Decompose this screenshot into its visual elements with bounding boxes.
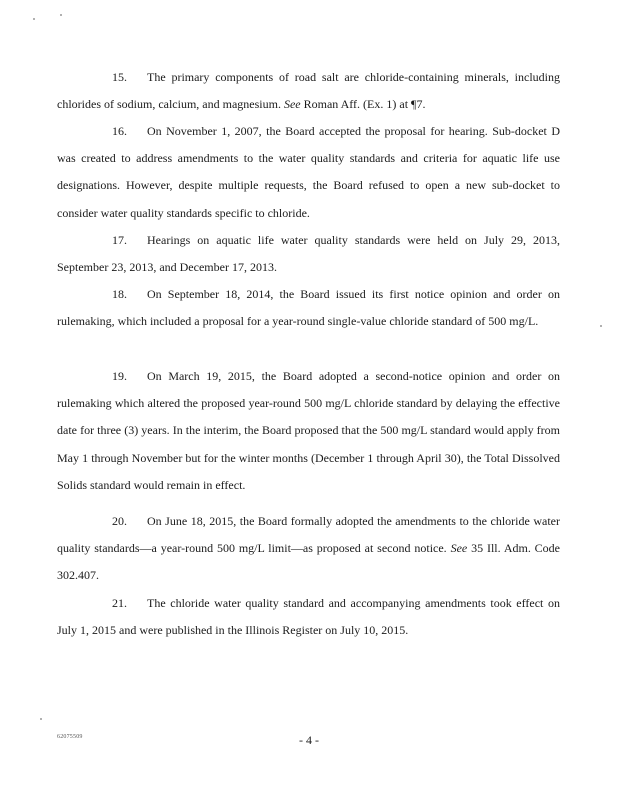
citation-signal: See <box>283 97 301 112</box>
paragraph-18 <box>57 281 560 335</box>
paragraph-text: The chloride water quality standard and accompanying amendments took effect on July 1, 2015 and were published in the Illinois Register on July 10, 2015. <box>57 596 560 638</box>
paragraph-text: On March 19, 2015, the Board adopted a second-notice opinion and order on rulemaking which altered the proposed year-round 500 mg/L chloride standard by delaying the effective date for three (3) years. In the interim, the Board proposed that the 500 mg/L standard would apply from May 1 through November but for the winter months (December 1 through April 30), the Total Dissolved Solids standard would remain in effect. <box>57 369 560 492</box>
citation-signal: See <box>450 541 468 556</box>
citation-text: Roman Aff. (Ex. 1) at ¶7. <box>300 97 426 112</box>
paragraph-number: 17. <box>112 233 127 247</box>
paragraph-number: 15. <box>112 70 127 84</box>
paragraph-text: The primary components of road salt are chloride-containing minerals, including chlorides of sodium, calcium, and magnesium. <box>57 70 560 112</box>
scan-speck <box>60 14 62 16</box>
paragraph-20 <box>57 508 560 590</box>
paragraph-number: 19. <box>112 369 127 383</box>
paragraph-text: On November 1, 2007, the Board accepted the proposal for hearing. Sub-docket D was created to address amendments to the water quality standards and criteria for aquatic life use designations. However, despite multiple requests, the Board refused to open a new sub-docket to consider water quality standards specific to chloride. <box>57 124 560 220</box>
paragraph-number: 21. <box>112 596 127 610</box>
page-number: - 4 - <box>299 733 319 747</box>
paragraph-number: 18. <box>112 287 127 301</box>
paragraph-number: 16. <box>112 124 127 138</box>
document-id-code: 62075509 <box>57 734 83 740</box>
scan-speck <box>40 718 42 720</box>
paragraph-text: Hearings on aquatic life water quality standards were held on July 29, 2013, September 23, 2013, and December 17, 2013. <box>57 233 560 275</box>
paragraph-21 <box>57 590 560 644</box>
paragraph-16 <box>57 118 560 227</box>
paragraph-17 <box>57 227 560 281</box>
scan-speck <box>33 18 35 20</box>
scan-speck <box>600 325 602 327</box>
paragraph-15 <box>57 64 560 118</box>
paragraph-text: On June 18, 2015, the Board formally adopted the amendments to the chloride water quality standards—a year-round 500 mg/L limit—as proposed at second notice. <box>57 514 560 556</box>
citation-text: 35 Ill. Adm. Code 302.407. <box>57 541 561 583</box>
paragraph-number: 20. <box>112 514 127 528</box>
paragraph-text: On September 18, 2014, the Board issued its first notice opinion and order on rulemaking, which included a proposal for a year-round single-value chloride standard of 500 mg/L. <box>57 287 560 329</box>
paragraph-19 <box>57 363 560 499</box>
